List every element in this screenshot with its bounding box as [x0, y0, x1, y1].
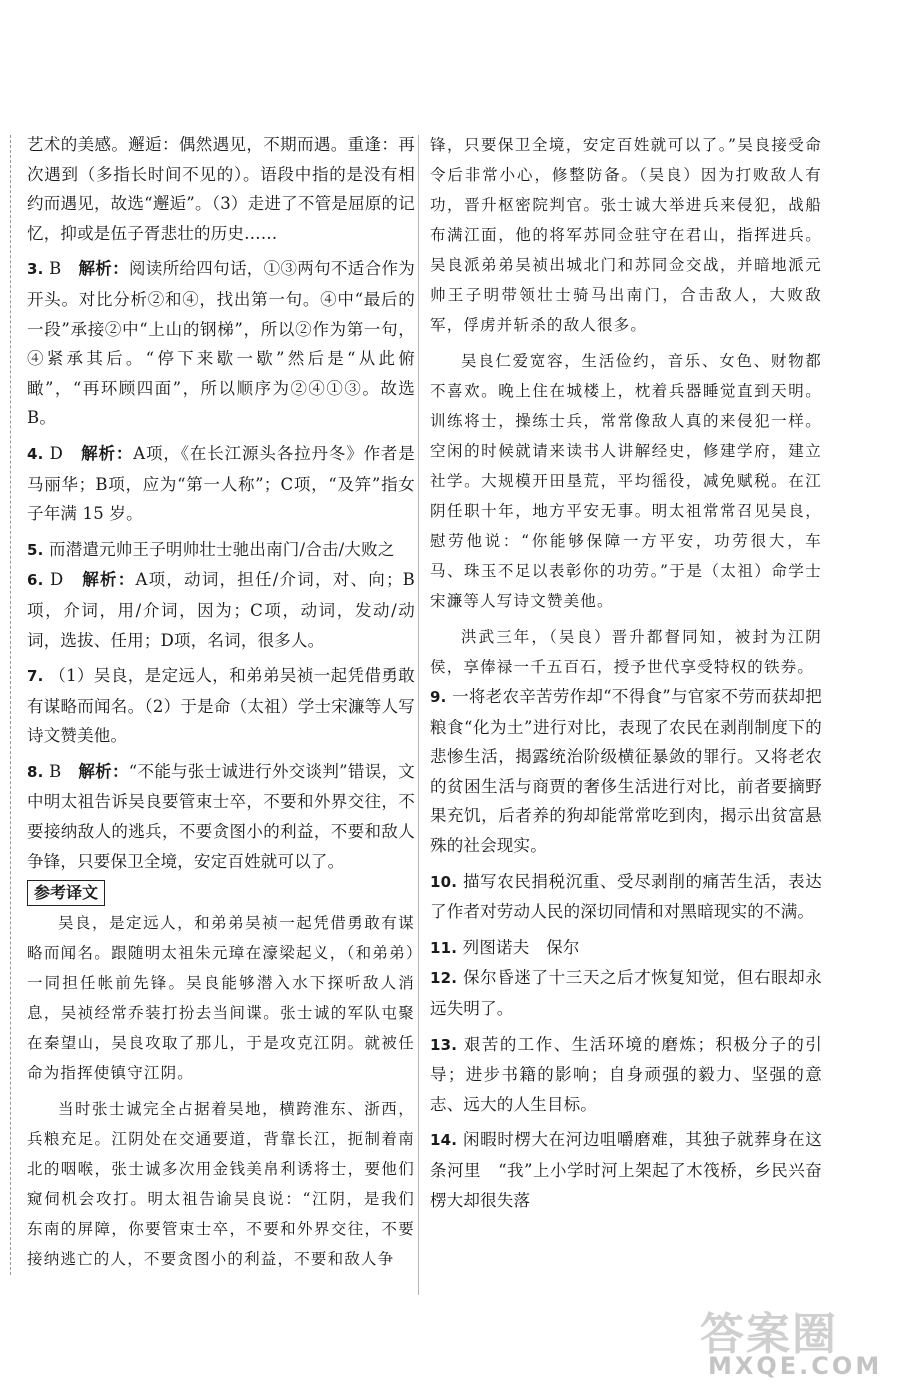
item-text: 一将老农辛苦劳作却“不得食”与官家不劳而获却把粮食“化为土”进行对比，表现了农民在剥削制度下的悲惨生活，揭露统治阶级横征暴敛的罪行。又将老农的贫困生活与商贾的奢侈生活进行对比，前者要摘野果充饥，后者养的狗却能常常吃到肉，揭示出贫富悬殊的社会现实。	[430, 687, 822, 855]
site-watermark	[700, 1298, 890, 1384]
answer-item-11	[430, 933, 822, 964]
column-divider	[418, 135, 419, 1295]
q2-continuation: 艺术的美感。邂逅：偶然遇见，不期而遇。重逢：再次遇到（多指长时间不见的）。语段中指的是没有相约而遇见，故选“邂逅”。（3）走进了不管是屈原的记忆，抑或是伍子胥悲壮的历史……	[27, 135, 415, 243]
answer-item-7	[27, 661, 415, 751]
answer-item-5	[27, 535, 415, 566]
translation-paragraph-1: 吴良，是定远人，和弟弟吴祯一起凭借勇敢有谋略而闻名。跟随明太祖朱元璋在濠梁起义，（和弟弟）一同担任帐前先锋。吴良能够潜入水下探听敌人消息，吴祯经常乔装打扮去当间谍。张士诚的军队屯聚在秦望山，吴良攻取了那儿，于是攻克江阴。就被任命为指挥使镇守江阴。	[27, 914, 415, 1083]
item-number: 7.	[27, 667, 44, 686]
item-text: 保尔昏迷了十三天之后才恢复知觉，但右眼却永远失明了。	[430, 968, 822, 1018]
item-text: 阅读所给四句话，①③两句不适合作为开头。对比分析②和④，找出第一句。④中“最后的一段”承接②中“上山的钢梯”，所以②作为第一句，④紧承其后。“停下来歇一歇”然后是“从此俯瞰”，“再环顾四面”，所以顺序为②④①③。故选 B。	[27, 259, 416, 428]
answer-item-3	[27, 254, 415, 433]
translation-paragraph-5: 洪武三年，（吴良）晋升都督同知，被封为江阴侯，享俸禄一千五百石，授予世代享受特权的铁券。	[430, 628, 822, 676]
analysis-label: 解析：	[78, 761, 129, 781]
item-number: 4.	[27, 444, 44, 463]
watermark-url: MXQE.COM	[708, 1352, 883, 1380]
watermark-logo-text: 答案圈	[700, 1309, 838, 1360]
answer-item-13	[430, 1030, 822, 1120]
item-number: 3.	[27, 260, 44, 279]
answer-item-4	[27, 439, 415, 529]
answer-item-9	[430, 682, 822, 861]
item-number: 8.	[27, 762, 44, 781]
left-column	[27, 130, 415, 1274]
item-text: “不能与张士诚进行外交谈判”错误，文中明太祖告诉吴良要管束士卒，不要和外界交往，不要接纳敌人的逃兵，不要贪图小的利益，不要和敌人争锋，只要保卫全境，安定百姓就可以了。	[27, 761, 416, 871]
item-text: （1）吴良，是定远人，和弟弟吴祯一起凭借勇敢有谋略而闻名。（2）于是命（太祖）学士宋濂等人写诗文赞美他。	[27, 666, 415, 746]
answer-item-12	[430, 963, 822, 1023]
analysis-label: 解析：	[81, 443, 134, 463]
item-text: A项，动词，担任/介词，对、向；B项，介词，用/介词，因为；C项，动词，发动/动词，选拔、任用；D项，名词，很多人。	[27, 570, 415, 650]
reference-translation-label: 参考译文	[27, 880, 105, 906]
item-number: 9.	[430, 688, 447, 706]
answer-item-10	[430, 867, 822, 927]
item-text: 而潜遣元帅王子明帅壮士驰出南门/合击/大败之	[49, 539, 395, 559]
answer-item-8	[27, 757, 415, 876]
item-text: A项，《在长江源头各拉丹冬》作者是马丽华；B项，应为“第一人称”；C项，“及笄”指女子年满 15 岁。	[27, 443, 416, 524]
item-number: 14.	[430, 1131, 458, 1150]
item-answer: B	[49, 761, 62, 781]
item-number: 12.	[430, 969, 458, 988]
item-text: 艰苦的工作、生活环境的磨炼；积极分子的引导；进步书籍的影响；自身顽强的毅力、坚强的意志、远大的人生目标。	[430, 1034, 822, 1114]
item-number: 13.	[430, 1035, 458, 1054]
analysis-label: 解析：	[78, 259, 129, 279]
answer-item-14	[430, 1125, 822, 1215]
translation-paragraph-3: 锋，只要保卫全境，安定百姓就可以了。”吴良接受命令后非常小心，修整防备。（吴良）因为打败敌人有功，晋升枢密院判官。张士诚大举进兵来侵犯，战船布满江面，他的将军苏同佥驻守在君山，指挥进兵。吴良派弟弟吴祯出城北门和苏同佥交战，并暗地派元帅王子明带领壮士骑马出南门，合击敌人，大败敌军，俘虏并斩杀的敌人很多。	[430, 136, 822, 334]
translation-paragraph-4: 吴良仁爱宽容，生活俭约，音乐、女色、财物都不喜欢。晚上住在城楼上，枕着兵器睡觉直到天明。训练将士，操练士兵，常常像敌人真的来侵犯一样。空闲的时候就请来读书人讲解经史，修建学府，建立社学。大规模开田垦荒，平均徭役，减免赋税。在江阴任职十年，地方平安无事。明太祖常常召见吴良，慰劳他说：“你能够保障一方平安，功劳很大，车马、珠玉不足以表彰你的功劳。”于是（太祖）命学士宋濂等人写诗文赞美他。	[430, 352, 822, 610]
translation-paragraph-2: 当时张士诚完全占据着吴地，横跨淮东、浙西，兵粮充足。江阴处在交通要道，背靠长江，扼制着南北的咽喉，张士诚多次用金钱美帛利诱将士，要他们窥伺机会攻打。明太祖告谕吴良说：“江阴，是我们东南的屏障，你要管束士卒，不要和外界交往，不要接纳逃亡的人，不要贪图小的利益，不要和敌人争	[27, 1100, 415, 1269]
item-text: 描写农民捐税沉重、受尽剥削的痛苦生活，表达了作者对劳动人民的深切同情和对黑暗现实的不满。	[430, 871, 822, 922]
item-number: 6.	[27, 571, 44, 590]
item-text: 列图诺夫 保尔	[462, 937, 580, 957]
analysis-label: 解析：	[82, 570, 136, 590]
item-number: 11.	[430, 938, 458, 957]
item-answer: B	[49, 259, 62, 279]
item-number: 10.	[430, 872, 458, 891]
right-column	[430, 130, 822, 1215]
answer-item-6	[27, 565, 415, 655]
item-text: 闲暇时楞大在河边咀嚼磨难，其独子就葬身在这条河里 “我”上小学时河上架起了木筏桥，乡民兴奋楞大却很失落	[430, 1130, 822, 1210]
item-answer: D	[49, 443, 64, 463]
item-number: 5.	[27, 540, 44, 559]
item-answer: D	[50, 570, 64, 590]
binding-margin-rule	[10, 135, 11, 1275]
